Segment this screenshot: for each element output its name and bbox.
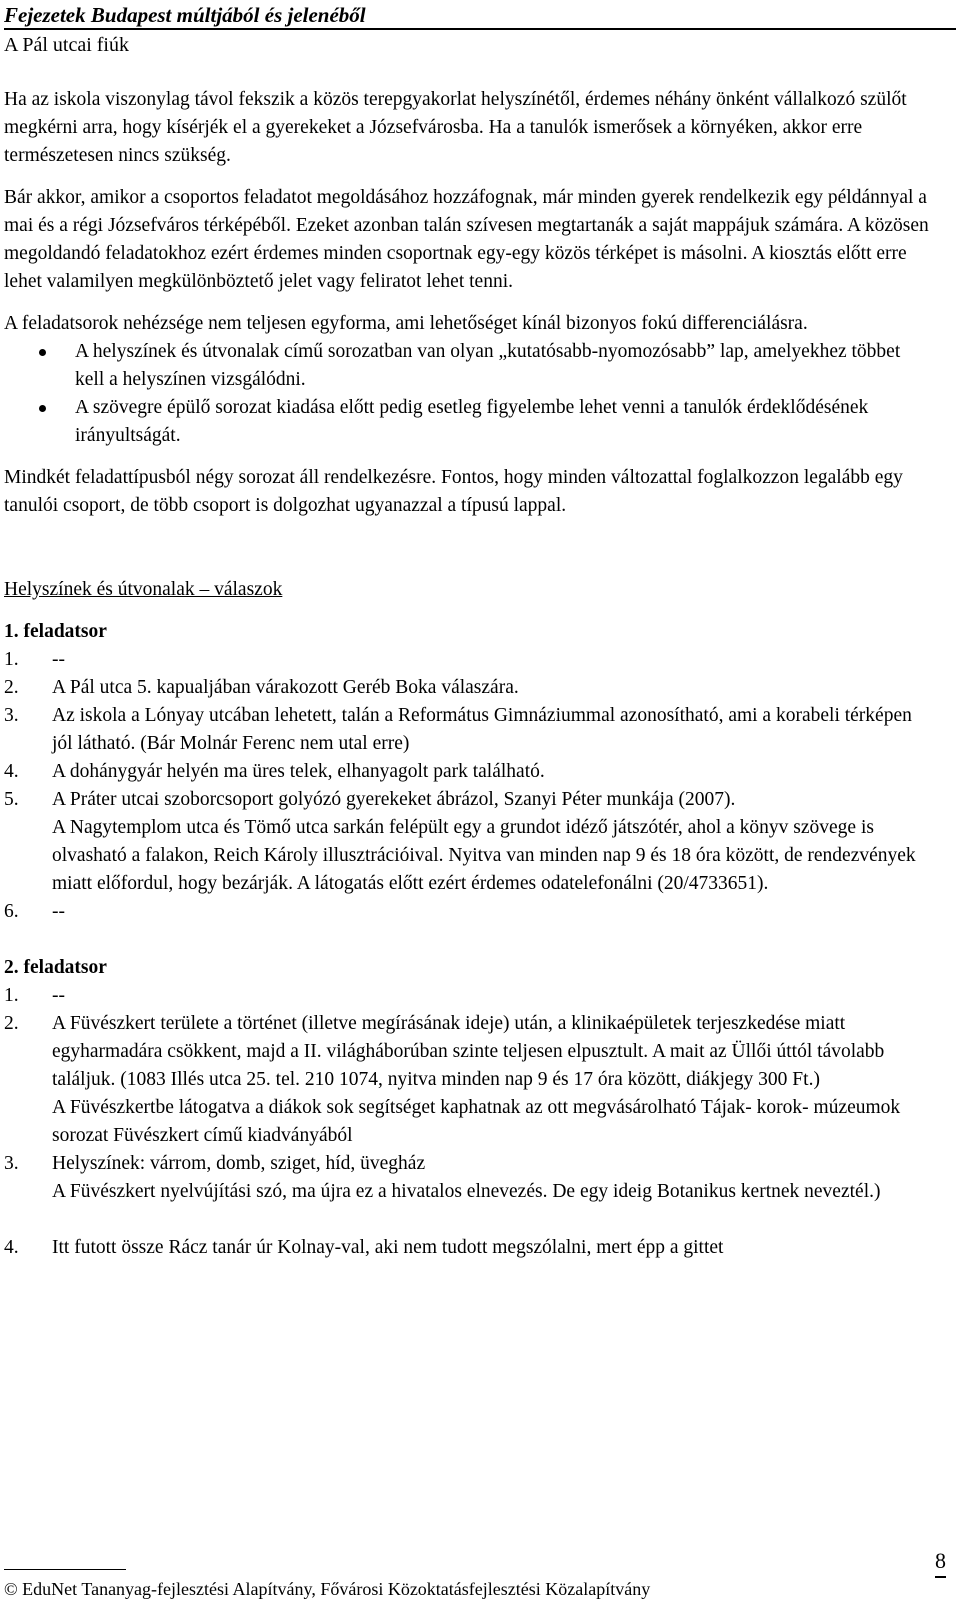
item-text: Helyszínek: várrom, domb, sziget, híd, üvegház — [52, 1153, 426, 1174]
item-extra-text: A Nagytemplom utca és Tömő utca sarkán felépült egy a grundot idéző játszótér, ahol a könyv szövege is olvasható a falakon, Reich Károly illusztrációival. Nyitva van minden nap 9 és 18 óra között, de rendezvények miatt előfordul, hogy bezárják. A látogatás előtt ezért érdemes odatelefonálni (20/4733651). — [52, 817, 916, 894]
page-number: 8 — [935, 1548, 946, 1578]
item-text: -- — [52, 901, 65, 922]
paragraph-intro-1: Ha az iskola viszonylag távol fekszik a közös terepgyakorlat helyszínétől, érdemes néhány önként vállalkozó szülőt megkérni arra, hogy kísérjék el a gyerekeket a Józsefvárosba. Ha a tanulók ismerősek a környéken, akkor erre természetesen nincs szükség. — [4, 89, 907, 166]
document-body — [4, 86, 930, 1262]
item-text: -- — [52, 649, 65, 670]
list-item — [4, 1234, 930, 1262]
set2-title: 2. feladatsor — [4, 957, 107, 978]
item-text: A Füvészkert területe a történet (illetve megírásának ideje) után, a klinikaépületek terjeszkedése miatt egyharmadára csökkent, majd a II. világháborúban szinte teljesen elpusztult. A mait az Üllői úttól távolabb találjuk. (1083 Illés utca 25. tel. 210 1074, nyitva minden nap 9 és 17 óra között, diákjegy 300 Ft.) — [52, 1013, 885, 1090]
item-extra-text: A Füvészkertbe látogatva a diákok sok segítséget kaphatnak az ott megvásárolható Tájak- korok- múzeumok sorozat Füvészkert című kiadványából — [52, 1097, 901, 1146]
set1-title: 1. feladatsor — [4, 621, 107, 642]
item-number: 5. — [4, 789, 19, 810]
list-item — [4, 338, 930, 394]
list-item — [4, 786, 930, 898]
header-subtitle: A Pál utcai fiúk — [4, 34, 129, 56]
bullet-icon — [39, 349, 46, 356]
list-item — [4, 702, 930, 758]
list-item — [4, 646, 930, 674]
header-rule — [4, 28, 956, 30]
item-text: Itt futott össze Rácz tanár úr Kolnay-val, aki nem tudott megszólalni, mert épp a gittet — [52, 1237, 724, 1258]
set2-list — [4, 982, 930, 1262]
item-text: A dohánygyár helyén ma üres telek, elhanyagolt park található. — [52, 761, 545, 782]
bullet-icon — [39, 405, 46, 412]
list-item — [4, 394, 930, 450]
item-number: 1. — [4, 985, 19, 1006]
header-title: Fejezetek Budapest múltjából és jelenéből — [4, 3, 366, 27]
footer-rule — [4, 1569, 126, 1570]
section-title: Helyszínek és útvonalak – válaszok — [4, 579, 283, 600]
item-text: Az iskola a Lónyay utcában lehetett, talán a Református Gimnáziummal azonosítható, ami a korabeli térképen jól látható. (Bár Molnár Ferenc nem utal erre) — [52, 705, 912, 754]
item-number: 4. — [4, 1237, 19, 1258]
list-item — [4, 758, 930, 786]
item-number: 6. — [4, 901, 19, 922]
bullet-list — [4, 338, 930, 450]
list-item — [4, 898, 930, 926]
set1-list — [4, 646, 930, 926]
list-item — [4, 982, 930, 1010]
item-text: A Práter utcai szoborcsoport golyózó gyerekeket ábrázol, Szanyi Péter munkája (2007). — [52, 789, 736, 810]
list-item — [4, 1150, 930, 1206]
item-extra-text: A Füvészkert nyelvújítási szó, ma újra ez a hivatalos elnevezés. De egy ideig Botanikus kertnek neveztél.) — [52, 1181, 881, 1202]
bullet-text: A helyszínek és útvonalak című sorozatban van olyan „kutatósabb-nyomozósabb” lap, amelyekhez többet kell a helyszínen vizsgálódni. — [75, 341, 901, 390]
item-number: 3. — [4, 1153, 19, 1174]
list-item — [4, 674, 930, 702]
item-text: -- — [52, 985, 65, 1006]
item-number: 1. — [4, 649, 19, 670]
paragraph-intro-3: A feladatsorok nehézsége nem teljesen egyforma, ami lehetőséget kínál bizonyos fokú differenciálásra. — [4, 313, 808, 334]
list-item — [4, 1010, 930, 1150]
item-number: 3. — [4, 705, 19, 726]
item-number: 4. — [4, 761, 19, 782]
item-number: 2. — [4, 1013, 19, 1034]
item-number: 2. — [4, 677, 19, 698]
footer-copyright: © EduNet Tananyag-fejlesztési Alapítvány, Fővárosi Közoktatásfejlesztési Közalapítvány — [4, 1579, 651, 1599]
paragraph-intro-2: Bár akkor, amikor a csoportos feladatot megoldásához hozzáfognak, már minden gyerek rendelkezik egy példánnyal a mai és a régi Józsefváros térképéből. Ezeket azonban talán szívesen megtartanák a saját mappájuk számára. A közösen megoldandó feladatokhoz ezért érdemes minden csoportnak egy-egy közös térképet is másolni. A kiosztás előtt erre lehet valamilyen megkülönböztető jelet vagy feliratot lehet tenni. — [4, 187, 929, 292]
bullet-text: A szövegre épülő sorozat kiadása előtt pedig esetleg figyelembe lehet venni a tanulók érdeklődésének irányultságát. — [75, 397, 869, 446]
page-header — [4, 2, 956, 58]
paragraph-intro-4: Mindkét feladattípusból négy sorozat áll rendelkezésre. Fontos, hogy minden változattal foglalkozzon legalább egy tanulói csoport, de több csoport is dolgozhat ugyanazzal a típusú lappal. — [4, 467, 903, 516]
item-text: A Pál utca 5. kapualjában várakozott Geréb Boka válaszára. — [52, 677, 519, 698]
